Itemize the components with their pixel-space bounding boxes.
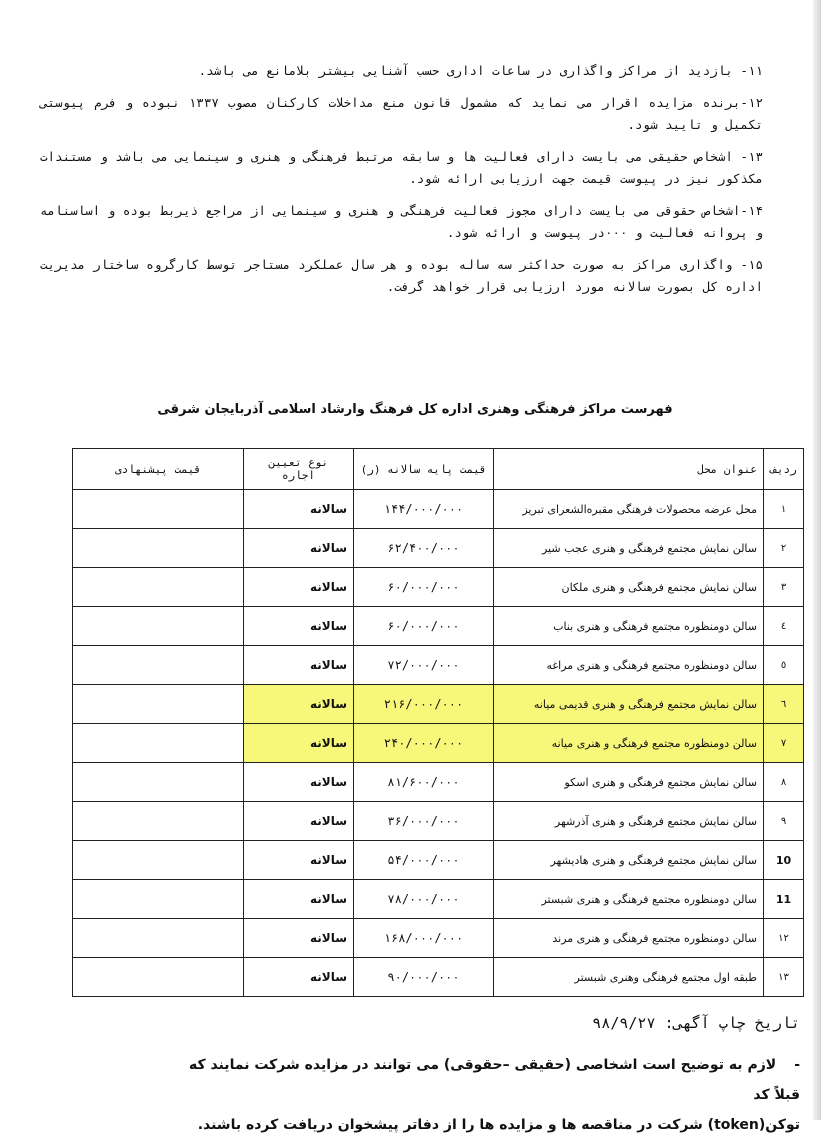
row-offer-price bbox=[73, 607, 244, 646]
centers-table bbox=[72, 448, 804, 997]
notice-line-2: توکن(token) شرکت در مناقصه ها و مزایده ها را از دفاتر پیشخوان دریافت کرده باشند. bbox=[197, 1117, 800, 1133]
row-offer-price bbox=[73, 685, 244, 724]
row-base-price: ۶۰/۰۰۰/۰۰۰ bbox=[354, 568, 494, 607]
row-offer-price bbox=[73, 529, 244, 568]
conditions-section bbox=[40, 60, 763, 308]
row-number: ٤ bbox=[764, 607, 804, 646]
notice-line-1-text: لازم به توضیح است اشخاصی (حقیقی –حقوقی) می توانند در مزایده شرکت نمایند که قبلاً کد bbox=[189, 1057, 800, 1103]
row-base-price: ۶۲/۴۰۰/۰۰۰ bbox=[354, 529, 494, 568]
row-rent-type: سالانه bbox=[244, 802, 354, 841]
row-offer-price bbox=[73, 958, 244, 997]
row-base-price: ۹۰/۰۰۰/۰۰۰ bbox=[354, 958, 494, 997]
header-row-number: ردیف bbox=[764, 449, 804, 490]
row-rent-type: سالانه bbox=[244, 880, 354, 919]
row-name: سالن نمایش مجتمع فرهنگی و هنری قدیمی میانه bbox=[494, 685, 764, 724]
row-number: ۹ bbox=[764, 802, 804, 841]
row-number: ٦ bbox=[764, 685, 804, 724]
condition-14: ۱۴-اشخاص حقوقی می بایست دارای مجوز فعالیت فرهنگی و هنری و سینمایی از مراجع ذیربط بوده و اساسنامه و پروانه فعالیت و ۰۰۰در پیوست و ارائه شود. bbox=[40, 203, 763, 240]
row-number: ۸ bbox=[764, 763, 804, 802]
table-row bbox=[73, 646, 804, 685]
row-rent-type: سالانه bbox=[244, 841, 354, 880]
condition-15: ۱۵- واگذاری مراکز به صورت حداکثر سه ساله بوده و هر سال عملکرد مستاجر توسط کارگروه ساختار مدیریت اداره کل بصورت سالانه مورد ارزیابی قرار خواهد گرفت. bbox=[40, 257, 763, 294]
condition-13: ۱۳- اشخاص حقیقی می بایست دارای فعالیت ها و سابقه مرتبط فرهنگی و هنری و سینمایی می باشد و مستندات مکذکور نیز در پیوست قیمت جهت ارزیابی ارائه شود. bbox=[40, 149, 763, 186]
row-number: ۱۲ bbox=[764, 919, 804, 958]
row-offer-price bbox=[73, 763, 244, 802]
row-number: ٥ bbox=[764, 646, 804, 685]
row-rent-type: سالانه bbox=[244, 763, 354, 802]
table-row bbox=[73, 724, 804, 763]
row-base-price: ۱۶۸/۰۰۰/۰۰۰ bbox=[354, 919, 494, 958]
row-offer-price bbox=[73, 568, 244, 607]
row-number: ۷ bbox=[764, 724, 804, 763]
row-number: ۱۳ bbox=[764, 958, 804, 997]
table-title: فهرست مراکز فرهنگی وهنری اداره کل فرهنگ وارشاد اسلامی آذربایجان شرقی bbox=[157, 402, 673, 417]
row-rent-type: سالانه bbox=[244, 958, 354, 997]
notice-dash: - bbox=[794, 1057, 800, 1073]
row-offer-price bbox=[73, 724, 244, 763]
table-row bbox=[73, 919, 804, 958]
row-base-price: ۲۴۰/۰۰۰/۰۰۰ bbox=[354, 724, 494, 763]
row-rent-type: سالانه bbox=[244, 568, 354, 607]
row-name: سالن نمایش مجتمع فرهنگی و هنری اسکو bbox=[494, 763, 764, 802]
table-row bbox=[73, 607, 804, 646]
row-name: سالن نمایش مجتمع فرهنگی و هنری عجب شیر bbox=[494, 529, 764, 568]
table-row bbox=[73, 685, 804, 724]
row-name: سالن نمایش مجتمع فرهنگی و هنری هادیشهر bbox=[494, 841, 764, 880]
table-row bbox=[73, 529, 804, 568]
row-name: سالن دومنظوره مجتمع فرهنگی و هنری مرند bbox=[494, 919, 764, 958]
row-rent-type: سالانه bbox=[244, 490, 354, 529]
row-number: 10 bbox=[764, 841, 804, 880]
print-date: تاریخ چاپ آگهی: ۹۸/۹/۲۷ bbox=[592, 1014, 800, 1032]
condition-11: ۱۱- بازدید از مراکز واگذاری در ساعات اداری حسب آشنایی بیشتر بلامانع می باشد. bbox=[198, 63, 763, 78]
row-name: سالن دومنظوره مجتمع فرهنگی و هنری شبستر bbox=[494, 880, 764, 919]
row-base-price: ۵۴/۰۰۰/۰۰۰ bbox=[354, 841, 494, 880]
row-rent-type: سالانه bbox=[244, 685, 354, 724]
row-name: سالن دومنظوره مجتمع فرهنگی و هنری مراغه bbox=[494, 646, 764, 685]
table-row bbox=[73, 958, 804, 997]
row-name: سالن نمایش مجتمع فرهنگی و هنری ملکان bbox=[494, 568, 764, 607]
row-rent-type: سالانه bbox=[244, 724, 354, 763]
row-offer-price bbox=[73, 919, 244, 958]
notice-line-1 bbox=[160, 1050, 800, 1110]
row-number: ۲ bbox=[764, 529, 804, 568]
row-offer-price bbox=[73, 880, 244, 919]
row-rent-type: سالانه bbox=[244, 919, 354, 958]
row-base-price: ۷۸/۰۰۰/۰۰۰ bbox=[354, 880, 494, 919]
table-row bbox=[73, 490, 804, 529]
header-offer-price: قیمت پیشنهادی bbox=[73, 449, 244, 490]
table-row bbox=[73, 568, 804, 607]
header-base-price: قیمت پایه سالانه (ر) bbox=[354, 449, 494, 490]
condition-12: ۱۲-برنده مزایده اقرار می نماید که مشمول قانون منع مداخلات کارکنان مصوب ۱۳۳۷ نبوده و فرم پیوستی تکمیل و تایید شود. bbox=[40, 95, 763, 132]
row-rent-type: سالانه bbox=[244, 529, 354, 568]
token-notice bbox=[160, 1050, 800, 1140]
row-number: 11 bbox=[764, 880, 804, 919]
table-row bbox=[73, 880, 804, 919]
row-base-price: ۶۰/۰۰۰/۰۰۰ bbox=[354, 607, 494, 646]
header-name: عنوان محل bbox=[494, 449, 764, 490]
row-offer-price bbox=[73, 646, 244, 685]
row-name: سالن دومنظوره مجتمع فرهنگی و هنری بناب bbox=[494, 607, 764, 646]
row-name: سالن نمایش مجتمع فرهنگی و هنری آذرشهر bbox=[494, 802, 764, 841]
row-base-price: ۷۲/۰۰۰/۰۰۰ bbox=[354, 646, 494, 685]
scan-edge bbox=[813, 0, 821, 1120]
table-row bbox=[73, 802, 804, 841]
row-rent-type: سالانه bbox=[244, 646, 354, 685]
row-base-price: ۸۱/۶۰۰/۰۰۰ bbox=[354, 763, 494, 802]
row-number: ۱ bbox=[764, 490, 804, 529]
row-base-price: ۳۶/۰۰۰/۰۰۰ bbox=[354, 802, 494, 841]
header-rent-type: نوع تعیین اجاره bbox=[244, 449, 354, 490]
row-offer-price bbox=[73, 490, 244, 529]
row-offer-price bbox=[73, 802, 244, 841]
row-number: ۳ bbox=[764, 568, 804, 607]
row-name: محل عرضه محصولات فرهنگی مقبره‌الشعرای تبریز bbox=[494, 490, 764, 529]
row-name: طبقه اول مجتمع فرهنگی وهنری شبستر bbox=[494, 958, 764, 997]
table-header-row bbox=[73, 449, 804, 490]
row-base-price: ۱۴۴/۰۰۰/۰۰۰ bbox=[354, 490, 494, 529]
table-row bbox=[73, 763, 804, 802]
row-offer-price bbox=[73, 841, 244, 880]
row-rent-type: سالانه bbox=[244, 607, 354, 646]
row-base-price: ۲۱۶/۰۰۰/۰۰۰ bbox=[354, 685, 494, 724]
row-name: سالن دومنظوره مجتمع فرهنگی و هنری میانه bbox=[494, 724, 764, 763]
table-row bbox=[73, 841, 804, 880]
